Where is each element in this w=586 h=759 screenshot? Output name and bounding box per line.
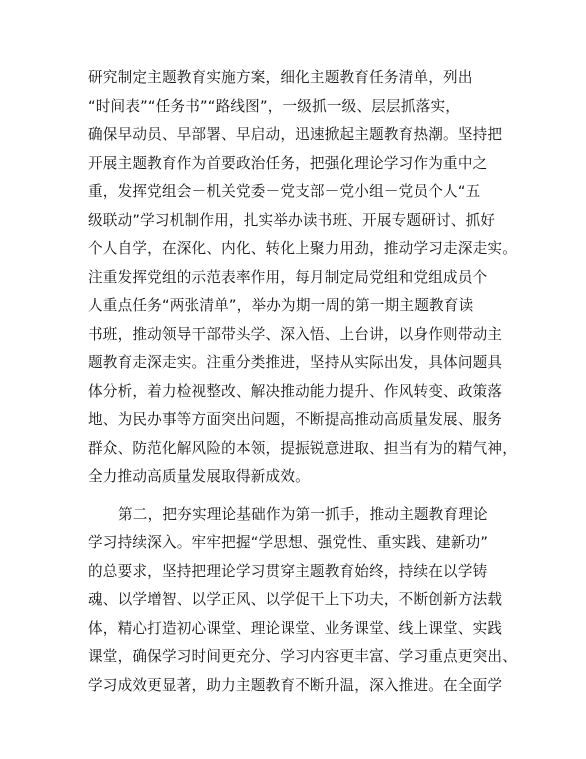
text-line: 魂、以学增智、以学正风、以学促干上下功夫，不断创新方法载 — [88, 591, 503, 608]
text-line: 学习成效更显著，助力主题教育不断升温，深入推进。在全面学 — [88, 676, 503, 694]
text-line: 全力推动高质量发展取得新成效。 — [88, 468, 310, 485]
text-line: 人重点任务“两张清单”，举办为期一周的第一期主题教育读 — [88, 297, 474, 314]
text-line: 注重发挥党组的示范表率作用，每月制定局党组和党组成员个 — [88, 268, 488, 286]
text-line: 体分析，着力检视整改、解决推动能力提升、作风转变、政策落 — [88, 382, 503, 400]
text-line: 开展主题教育作为首要政治任务，把强化理论学习作为重中之 — [88, 154, 488, 172]
text-line: 群众、防范化解风险的本领，提振锐意进取、担当有为的精气神， — [88, 439, 518, 457]
text-line: 地、为民办事等方面突出问题，不断提高推动高质量发展、服务 — [88, 411, 503, 428]
text-line: 书班，推动领导干部带头学、深入悟、上台讲，以身作则带动主 — [88, 325, 503, 343]
text-line: 研究制定主题教育实施方案，细化主题教育任务清单，列出 — [88, 69, 473, 86]
text-line: 个人自学，在深化、内化、转化上聚力用劲，推动学习走深走实。 — [88, 240, 518, 257]
text-line: 题教育走深走实。注重分类推进，坚持从实际出发，具体问题具 — [88, 354, 503, 371]
text-line: “时间表”“任务书”“路线图”，一级抓一级、层层抓落实， — [88, 97, 461, 115]
text-line: 体，精心打造初心课堂、理论课堂、业务课堂、线上课堂、实践 — [88, 619, 503, 637]
text-line: 课堂，确保学习时间更充分、学习内容更丰富、学习重点更突出、 — [88, 648, 518, 665]
text-line: 重，发挥党组会－机关党委－党支部－党小组－党员个人“五 — [88, 183, 481, 200]
paragraph-2 — [88, 501, 518, 701]
text-line: 的总要求，坚持把理论学习贯穿主题教育始终，持续在以学铸 — [88, 562, 488, 580]
text-line: 第二，把夯实理论基础作为第一抓手，推动主题教育理论 — [118, 505, 488, 523]
paragraph-1 — [88, 64, 518, 492]
document-body — [88, 64, 518, 700]
text-line: 学习持续深入。牢牢把握“学思想、强党性、重实践、建新功” — [88, 534, 489, 551]
text-line: 确保早动员、早部署、早启动，迅速掀起主题教育热潮。坚持把 — [88, 126, 503, 143]
text-line: 级联动”学习机制作用，扎实举办读书班、开展专题研讨、抓好 — [88, 211, 496, 229]
